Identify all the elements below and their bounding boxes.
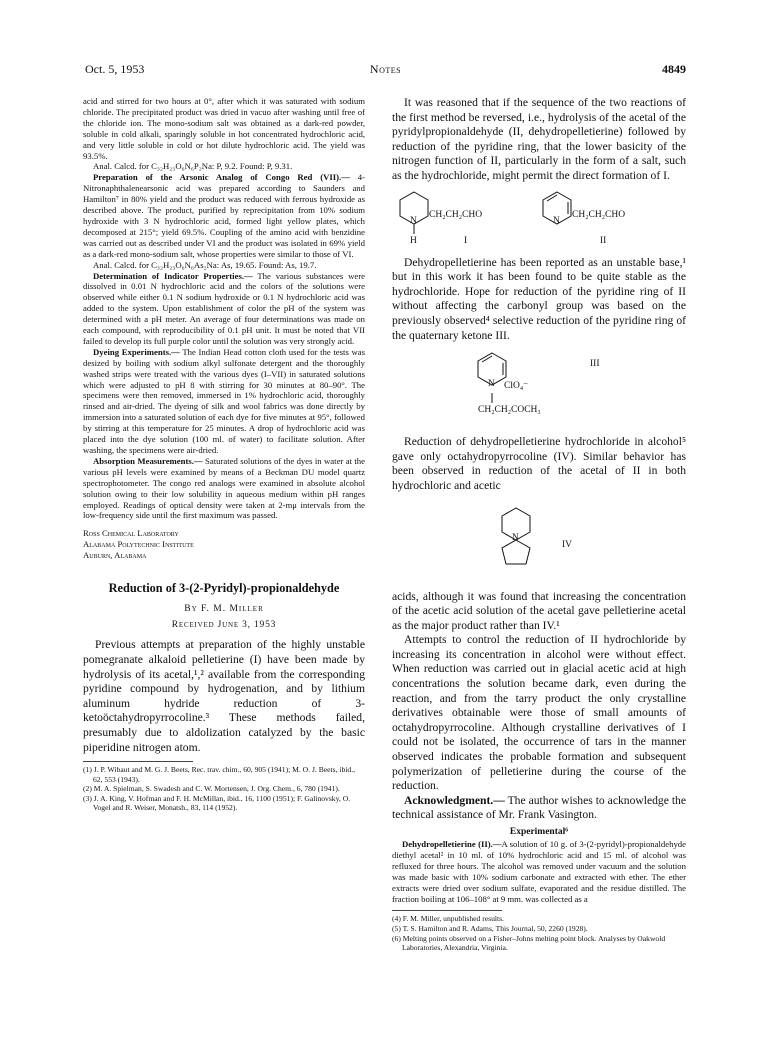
analysis-line-2: Anal. Calcd. for C₃₂H₂₃O₆N₆As₂Na: As, 19.65. Found: As, 19.7.	[93, 259, 317, 270]
struct-II-n: N	[553, 215, 560, 226]
header-date: Oct. 5, 1953	[85, 62, 145, 76]
struct-IV-label: IV	[562, 539, 573, 550]
struct-II-label: II	[600, 235, 607, 246]
paragraph: Dehydropelletierine has been reported as an unstable base,¹ but in this work it has been found to be quite stable as the hydrochloride. Hope for reduction of the pyridine ring of II without affecting the carbonyl group was based on the previously observed⁴ selective reduction of the pyridine ring of the quaternary ketone III.	[392, 255, 686, 342]
experimental-subheading: Dehydropelletierine (II).—	[402, 839, 502, 849]
structure-I-II-diagram	[392, 188, 686, 252]
left-column-body	[83, 96, 365, 521]
footnote: (2) M. A. Spielman, S. Swadesh and C. W. Mortensen, J. Org. Chem., 6, 780 (1941).	[83, 784, 340, 794]
page-header	[85, 62, 686, 78]
arsonic-section	[83, 172, 365, 259]
dyeing-text: The Indian Head cotton cloth used for the tests was desized by boiling with sodium alkyl sulfonate detergent and the thoroughly washed strips were treated with the various dyes (I–VII) in saturated solutions which were adjusted to pH 8 with stirring for 30 minutes at 80–90°. The specimens were then removed, immersed in 1% hydrochloric acid, thoroughly rinsed and air-dried. The dyeing of silk and wool fabrics was done directly by immersion into a saturated solution of each dye for five minutes at 95°, followed by stirring at this temperature for 25 minutes. A drop of hydrochloric acid was placed into the dye solution (100 ml. of water) to facilitate solution. After washing, the specimens were air-dried.	[83, 346, 365, 455]
struct-I-h: H	[410, 235, 417, 246]
struct-III-n: N	[488, 379, 495, 390]
paragraph: It was reasoned that if the sequence of the two reactions of the first method be reversed, i.e., hydrolysis of the acetal of the pyridylpropionaldehyde (II, dehydropelletierine) followed by reduction of the pyridine ring, that the lower basicity of the nitrogen function of II, particularly in the form of a salt, such as the hydrochloride, might permit the direct formation of I.	[392, 96, 686, 182]
dyeing-section	[83, 347, 365, 456]
indicator-section	[83, 271, 365, 347]
footnote: (5) T. S. Hamilton and R. Adams, This Journal, 50, 2260 (1928).	[392, 924, 588, 934]
indicator-heading: Determination of Indicator Properties.—	[93, 270, 253, 281]
author-address	[83, 528, 365, 561]
paragraph-continued: acid and stirred for two hours at 0°, after which it was saturated with sodium chloride. The precipitated product was dried in vacuo after washing until free of the chloride ion. The mono-sodium salt was obtained as a dark-red powder, soluble in cold alkali, sparingly soluble in hot concentrated hydrochloric acid, and very little soluble in cold or hot dilute hydrochloric acid. The yield was 93.5%.	[83, 96, 365, 161]
paragraph: Attempts to control the reduction of II hydrochloride by increasing its concentration in alcohol were without effect. When reduction was carried out in glacial acetic acid at high concentrations the solution became dark, even during the reaction, and from the tarry product the only crystalline derivatives obtainable were those of small amounts of octahydropyrrocoline. Although crystalline derivatives of I could not be isolated, the occurrence of tars in the manner observed indicates the probable formation and subsequent polymerization of pelletierine during the course of the reduction.	[392, 633, 686, 793]
structure-III	[392, 347, 686, 431]
footnote: (1) J. P. Wibaut and M. G. J. Beets, Rec. trav. chim., 60, 905 (1941); M. O. J. Beets, ibid., 62, 553 (1943).	[83, 765, 355, 784]
structure-III-diagram	[392, 347, 686, 431]
right-p2	[392, 256, 686, 344]
address-line: Alabama Polytechnic Institute	[83, 539, 194, 550]
acknowledgment	[392, 794, 686, 823]
right-column	[392, 96, 686, 953]
article-title: Reduction of 3-(2-Pyridyl)-propionaldehyde	[108, 581, 340, 596]
arsonic-text: 4-Nitronaphthalenearsonic acid was prepared according to Saunders and Hamilton⁷ in 80% yield and the product was reduced with ferrous hydroxide as described above. The product, purified by reprecipitation from 10% sodium hydroxide with 3 N hydrochloric acid, formed light yellow plates, which decomposed at 215°; yield 69.5%. Coupling of the amino acid with benzidine was carried out as described under VI and the product was isolated in 69% yield as a dark-red mono-sodium salt, whose properties were similar to those of VI.	[83, 172, 365, 259]
ack-text: The author wishes to acknowledge the technical assistance of Mr. Frank Vasington.	[392, 793, 686, 822]
absorption-section	[83, 456, 365, 521]
footnote-rule	[392, 910, 502, 911]
dyeing-heading: Dyeing Experiments.—	[93, 346, 180, 357]
ack-heading: Acknowledgment.—	[404, 793, 505, 807]
left-column	[83, 96, 365, 813]
experimental-text: A solution of 10 g. of 3-(2-pyridyl)-propionaldehyde diethyl acetal² in 10 ml. of 10% hydrochloric acid and 15 ml. of alcohol was refluxed for three hours. The alcohol was removed under vacuum and the solution was made basic with 10% sodium carbonate and extracted with ether. The ether extracts were dried over sodium sulfate, evaporated and the residue distilled. The fraction boiling at 106–108° at 9 mm. was collected as a	[392, 839, 686, 904]
right-footnotes	[392, 914, 686, 952]
received-date: Received June 3, 1953	[171, 620, 277, 631]
article-byline: By F. M. Miller	[184, 604, 264, 615]
left-footnotes	[83, 765, 365, 813]
intro-block	[83, 638, 365, 755]
header-section: Notes	[369, 62, 402, 76]
struct-III-chain: CH₂CH₂COCH₃	[478, 405, 541, 416]
right-intro	[392, 96, 686, 184]
paragraph: acids, although it was found that increasing the concentration of the acetic acid solution of the acetal gave pelletierine acetal as the major product rather than IV.¹	[392, 589, 686, 632]
struct-III-anion: ClO₄⁻	[504, 381, 529, 392]
struct-IV-n: N	[512, 532, 519, 543]
experimental-paragraph	[392, 839, 686, 904]
footnote: (4) F. M. Miller, unpublished results.	[392, 914, 504, 924]
absorption-text: Saturated solutions of the dyes in water at the various pH levels were examined by means of a Beckman DU model quartz spectrophotometer. The congo red analogs were examined in absolute alcohol solution owing to their low solubility in aqueous medium within pH ranges employed. Readings of optical density were taken at 2-mμ intervals from the low-frequency side until the first maximum was passed.	[83, 455, 365, 521]
struct-II-substituent: CH₂CH₂CHO	[572, 209, 626, 220]
experimental-section	[392, 839, 686, 904]
footnote: (3) J. A. King, V. Hofman and F. H. McMillan, ibid., 16, 1100 (1951); F. Galinovsky, O. Vogel and R. Weiser, Monatsh., 83, 114 (1952).	[83, 793, 351, 813]
absorption-heading: Absorption Measurements.—	[93, 455, 203, 466]
footnote-rule	[83, 761, 193, 762]
right-p3	[392, 435, 686, 493]
struct-I-substituent: CH₂CH₂CHO	[429, 209, 483, 220]
structures-I-II	[392, 188, 686, 252]
address-line: Auburn, Alabama	[83, 550, 147, 561]
struct-III-label: III	[590, 359, 600, 370]
struct-I-label: I	[464, 235, 468, 246]
structure-IV	[392, 500, 686, 584]
paragraph: Reduction of dehydropelletierine hydrochloride in alcohol⁵ gave only octahydropyrrocoline (IV). Similar behavior has been observed in reduction of the acetal of II in both hydrochloric and acetic	[392, 435, 686, 492]
struct-I-n: N	[410, 215, 417, 226]
right-body	[392, 590, 686, 824]
structure-IV-diagram	[392, 500, 686, 584]
address-line: Ross Chemical Laboratory	[83, 528, 179, 539]
footnote: (6) Melting points observed on a Fisher–Johns melting point block. Analyses by Oakwold Laboratories, Alexandria, Virginia.	[392, 933, 666, 953]
intro-paragraph: Previous attempts at preparation of the highly unstable pomegranate alkaloid pelletierine (I) have been made by hydrolysis of its acetal,¹,² available from the corresponding pyridine compound by hydrogenation, and by lithium aluminum hydride reduction of 3-ketoöctahydropyrrocoline.³ These methods failed, presumably due to aldolization catalyzed by the basic piperidine nitrogen atom.	[83, 638, 365, 754]
analysis-line-1: Anal. Calcd. for C₃₂H₂₃O₆N₆P₂Na: P, 9.2. Found: P, 9.31.	[93, 161, 293, 172]
header-page-number: 4849	[662, 62, 686, 76]
experimental-heading: Experimental⁶	[509, 827, 569, 837]
indicator-text: The various substances were dissolved in 0.01 N hydrochloric acid and the colors of the solutions were observed while either 0.1 N sodium hydroxide or 0.1 N hydrochloric acid was added to the system. Upon establishment of color the pH of the system was determined with a pH meter. An average of four determinations was made on each compound, with reproducibility of 0.1 pH unit. It must be noted that VII failed to develop its full purple color until the solution was very strongly acid.	[83, 270, 366, 346]
arsonic-heading: Preparation of the Arsonic Analog of Congo Red (VII).—	[93, 172, 350, 183]
